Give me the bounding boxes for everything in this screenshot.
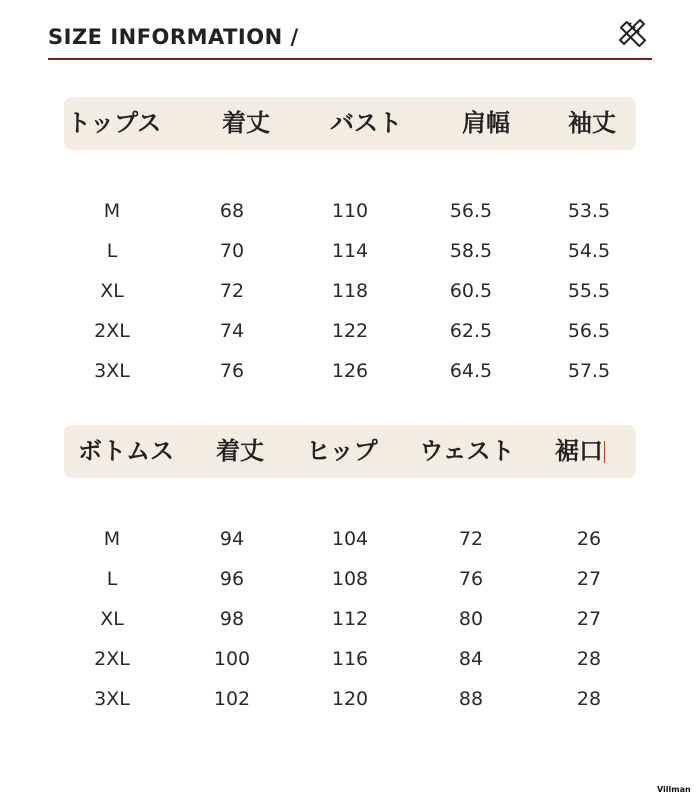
bottoms-header-hip: ヒップ bbox=[306, 437, 378, 465]
size-label: L bbox=[106, 568, 118, 590]
measurement-cell: 114 bbox=[331, 240, 369, 262]
measurement-cell: 102 bbox=[213, 688, 251, 710]
measurement-cell: 55.5 bbox=[567, 280, 611, 302]
measurement-cell: 58.5 bbox=[449, 240, 493, 262]
size-label: XL bbox=[100, 608, 124, 630]
measurement-cell: 84 bbox=[458, 648, 484, 670]
size-label: 2XL bbox=[94, 320, 130, 342]
measurement-cell: 60.5 bbox=[449, 280, 493, 302]
measurement-cell: 96 bbox=[219, 568, 245, 590]
size-label: 3XL bbox=[94, 688, 130, 710]
bottoms-header-bar bbox=[64, 425, 636, 478]
bottoms-header-hem bbox=[555, 425, 605, 478]
page-title: SIZE INFORMATION / bbox=[48, 25, 299, 49]
size-label: L bbox=[106, 240, 118, 262]
bottoms-row bbox=[0, 524, 700, 554]
measurement-cell: 62.5 bbox=[449, 320, 493, 342]
tops-header-category: トップス bbox=[66, 109, 162, 137]
measurement-cell: 54.5 bbox=[567, 240, 611, 262]
measurement-cell: 56.5 bbox=[567, 320, 611, 342]
measurement-cell: 88 bbox=[458, 688, 484, 710]
title-underline bbox=[48, 58, 652, 60]
measurement-cell: 74 bbox=[219, 320, 245, 342]
measurement-cell: 122 bbox=[331, 320, 369, 342]
bottoms-row bbox=[0, 644, 700, 674]
size-label: XL bbox=[100, 280, 124, 302]
measurement-cell: 110 bbox=[331, 200, 369, 222]
tops-header-shoulder: 肩幅 bbox=[462, 109, 510, 137]
measurement-cell: 72 bbox=[458, 528, 484, 550]
text-cursor bbox=[604, 441, 605, 463]
measurement-cell: 98 bbox=[219, 608, 245, 630]
brand-logo: Villman bbox=[657, 785, 691, 794]
tops-header-length: 着丈 bbox=[222, 109, 270, 137]
tops-row bbox=[0, 276, 700, 306]
tops-header-bar bbox=[64, 97, 636, 150]
tops-header-sleeve: 袖丈 bbox=[568, 109, 616, 137]
size-label: 3XL bbox=[94, 360, 130, 382]
size-label: M bbox=[103, 528, 121, 550]
bottoms-header-category: ボトムス bbox=[78, 437, 174, 465]
tops-row bbox=[0, 236, 700, 266]
measurement-cell: 64.5 bbox=[449, 360, 493, 382]
measurement-cell: 27 bbox=[576, 608, 602, 630]
measurement-cell: 72 bbox=[219, 280, 245, 302]
bottoms-header-waist: ウェスト bbox=[419, 437, 515, 465]
measurement-cell: 76 bbox=[458, 568, 484, 590]
measurement-cell: 27 bbox=[576, 568, 602, 590]
tops-row bbox=[0, 196, 700, 226]
measurement-cell: 80 bbox=[458, 608, 484, 630]
size-label: M bbox=[103, 200, 121, 222]
measurement-cell: 120 bbox=[331, 688, 369, 710]
measurement-cell: 108 bbox=[331, 568, 369, 590]
measurement-cell: 26 bbox=[576, 528, 602, 550]
measurement-cell: 100 bbox=[213, 648, 251, 670]
measurement-cell: 68 bbox=[219, 200, 245, 222]
measurement-cell: 118 bbox=[331, 280, 369, 302]
bottoms-row bbox=[0, 604, 700, 634]
measurement-cell: 94 bbox=[219, 528, 245, 550]
measurement-cell: 56.5 bbox=[449, 200, 493, 222]
tops-header-bust: バスト bbox=[330, 109, 402, 137]
measurement-cell: 112 bbox=[331, 608, 369, 630]
tops-row bbox=[0, 356, 700, 386]
measurement-cell: 28 bbox=[576, 648, 602, 670]
pencil-ruler-icon bbox=[616, 16, 650, 50]
tops-row bbox=[0, 316, 700, 346]
bottoms-header-hem-label: 裾口 bbox=[555, 437, 603, 465]
measurement-cell: 53.5 bbox=[567, 200, 611, 222]
size-label: 2XL bbox=[94, 648, 130, 670]
measurement-cell: 57.5 bbox=[567, 360, 611, 382]
bottoms-header-length: 着丈 bbox=[216, 437, 264, 465]
measurement-cell: 116 bbox=[331, 648, 369, 670]
measurement-cell: 76 bbox=[219, 360, 245, 382]
measurement-cell: 70 bbox=[219, 240, 245, 262]
measurement-cell: 126 bbox=[331, 360, 369, 382]
bottoms-row bbox=[0, 684, 700, 714]
bottoms-row bbox=[0, 564, 700, 594]
measurement-cell: 28 bbox=[576, 688, 602, 710]
measurement-cell: 104 bbox=[331, 528, 369, 550]
